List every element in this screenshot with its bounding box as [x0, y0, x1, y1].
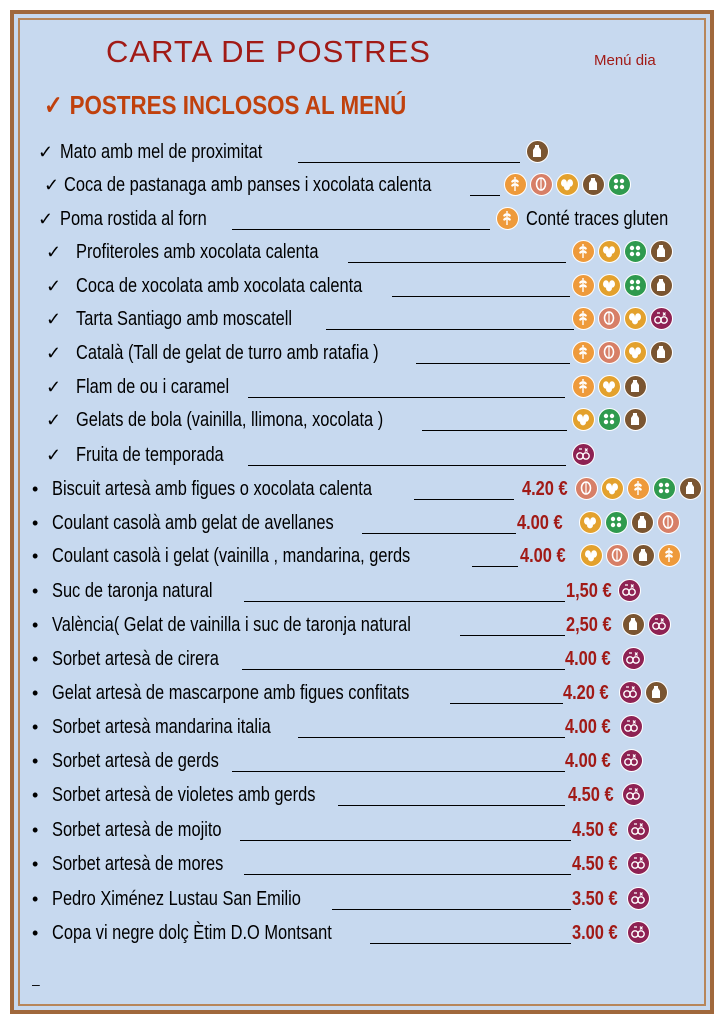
leader-line [414, 499, 514, 500]
list-item [0, 610, 724, 642]
item-price: 4.50 € [572, 819, 618, 841]
item-price: 4.00 € [565, 716, 611, 738]
list-item [0, 304, 724, 336]
milk-icon [632, 544, 655, 567]
soy-icon [605, 511, 628, 534]
leader-line [244, 601, 565, 602]
eggs-icon [580, 544, 603, 567]
milk-icon [624, 408, 647, 431]
list-item [0, 541, 724, 573]
nuts-icon [530, 173, 553, 196]
leader-line [298, 737, 565, 738]
leader-line [332, 909, 571, 910]
eggs-icon [572, 408, 595, 431]
check-icon: ✓ [46, 309, 62, 329]
list-item [0, 712, 724, 744]
list-item [0, 678, 724, 710]
bullet-icon: • [32, 546, 39, 566]
eggs-icon [624, 341, 647, 364]
leader-line [416, 363, 570, 364]
item-price: 1,50 € [566, 580, 612, 602]
sulphites-icon [627, 887, 650, 910]
list-item [0, 508, 724, 540]
eggs-icon [598, 274, 621, 297]
sulphites-icon [620, 715, 643, 738]
leader-line [370, 943, 571, 944]
bullet-icon: • [32, 785, 39, 805]
gluten-icon [572, 341, 595, 364]
item-name: Pedro Ximénez Lustau San Emilio [52, 888, 301, 910]
leader-line [232, 229, 490, 230]
soy-icon [653, 477, 676, 500]
section-heading [44, 90, 406, 121]
item-price: 4.20 € [522, 478, 568, 500]
nuts-icon [598, 307, 621, 330]
leader-line [232, 771, 565, 772]
sulphites-icon [627, 852, 650, 875]
item-price: 4.20 € [563, 682, 609, 704]
page-title: CARTA DE POSTRES [106, 34, 431, 69]
leader-line [248, 397, 565, 398]
list-item [0, 271, 724, 303]
bullet-icon: • [32, 479, 39, 499]
bullet-icon: • [32, 854, 39, 874]
list-item [0, 849, 724, 881]
item-name: Fruita de temporada [76, 444, 224, 466]
list-item [0, 918, 724, 950]
bullet-icon: • [32, 889, 39, 909]
bullet-icon: • [32, 581, 39, 601]
item-name: Català (Tall de gelat de turro amb ratafia ) [76, 342, 379, 364]
sulphites-icon [627, 921, 650, 944]
milk-icon [650, 274, 673, 297]
gluten-icon [504, 173, 527, 196]
sulphites-icon [572, 443, 595, 466]
item-name: Gelat artesà de mascarpone amb figues confitats [52, 682, 410, 704]
item-price: 4.00 € [517, 512, 563, 534]
milk-icon [622, 613, 645, 636]
item-name: Coulant casolà amb gelat de avellanes [52, 512, 334, 534]
gluten-icon [572, 375, 595, 398]
list-item [0, 815, 724, 847]
list-item [0, 338, 724, 370]
leader-line [348, 262, 566, 263]
item-name: Poma rostida al forn [60, 208, 207, 230]
list-item [0, 780, 724, 812]
gluten-icon [658, 544, 681, 567]
soy-icon [608, 173, 631, 196]
leader-line [298, 162, 520, 163]
list-item [0, 440, 724, 472]
item-name: Sorbet artesà de mojito [52, 819, 222, 841]
leader-line [338, 805, 565, 806]
bullet-icon: • [32, 923, 39, 943]
item-price: 4.00 € [565, 648, 611, 670]
nuts-icon [657, 511, 680, 534]
item-name: Coulant casolà i gelat (vainilla , mandarina, gerds [52, 545, 411, 567]
bullet-icon: • [32, 683, 39, 703]
list-item [0, 405, 724, 437]
eggs-icon [598, 375, 621, 398]
check-icon: ✓ [46, 343, 62, 363]
bullet-icon: • [32, 751, 39, 771]
leader-line [422, 430, 567, 431]
check-icon: ✓ [46, 410, 62, 430]
nuts-icon [575, 477, 598, 500]
list-item [0, 204, 724, 236]
milk-icon [650, 240, 673, 263]
soy-icon [624, 240, 647, 263]
check-icon: ✓ [46, 445, 62, 465]
gluten-icon [496, 207, 519, 230]
milk-icon [645, 681, 668, 704]
milk-icon [582, 173, 605, 196]
gluten-icon [572, 240, 595, 263]
milk-icon [650, 341, 673, 364]
check-icon: ✓ [44, 90, 63, 120]
leader-line [472, 566, 518, 567]
item-note: Conté traces gluten [526, 208, 669, 230]
list-item [0, 237, 724, 269]
item-name: València( Gelat de vainilla i suc de taronja natural [52, 614, 411, 636]
check-icon: ✓ [46, 377, 62, 397]
sulphites-icon [620, 749, 643, 772]
eggs-icon [556, 173, 579, 196]
leader-line [326, 329, 574, 330]
item-name: Tarta Santiago amb moscatell [76, 308, 293, 330]
item-name: Gelats de bola (vainilla, llimona, xocolata ) [76, 409, 384, 431]
item-name: Copa vi negre dolç Ètim D.O Montsant [52, 922, 332, 944]
sulphites-icon [648, 613, 671, 636]
sulphites-icon [627, 818, 650, 841]
nuts-icon [606, 544, 629, 567]
item-name: Mato amb mel de proximitat [60, 141, 263, 163]
item-name: Biscuit artesà amb figues o xocolata calenta [52, 478, 372, 500]
item-price: 4.50 € [572, 853, 618, 875]
bullet-icon: • [32, 649, 39, 669]
list-item [0, 644, 724, 676]
check-icon: ✓ [38, 142, 54, 162]
gluten-icon [572, 307, 595, 330]
sulphites-icon [618, 579, 641, 602]
gluten-icon [627, 477, 650, 500]
bullet-icon: • [32, 513, 39, 533]
sulphites-icon [650, 307, 673, 330]
section-title: POSTRES INCLOSOS AL MENÚ [69, 90, 407, 120]
list-item [0, 170, 724, 202]
list-item [0, 576, 724, 608]
milk-icon [631, 511, 654, 534]
gluten-icon [572, 274, 595, 297]
milk-icon [679, 477, 702, 500]
check-icon: ✓ [46, 242, 62, 262]
item-name: Sorbet artesà de cirera [52, 648, 219, 670]
item-name: Suc de taronja natural [52, 580, 213, 602]
leader-line [450, 703, 563, 704]
item-name: Sorbet artesà de mores [52, 853, 224, 875]
item-price: 3.00 € [572, 922, 618, 944]
sulphites-icon [622, 647, 645, 670]
bullet-icon: • [32, 820, 39, 840]
item-name: Sorbet artesà mandarina italia [52, 716, 271, 738]
eggs-icon [579, 511, 602, 534]
leader-line [470, 195, 500, 196]
item-name: Sorbet artesà de violetes amb gerds [52, 784, 316, 806]
list-item [0, 372, 724, 404]
list-item [0, 746, 724, 778]
item-name: Sorbet artesà de gerds [52, 750, 219, 772]
list-item [0, 884, 724, 916]
eggs-icon [598, 240, 621, 263]
check-icon: ✓ [38, 209, 54, 229]
list-item [0, 137, 724, 169]
item-price: 2,50 € [566, 614, 612, 636]
item-name: Coca de xocolata amb xocolata calenta [76, 275, 363, 297]
item-name: Flam de ou i caramel [76, 376, 230, 398]
list-item [0, 474, 724, 506]
check-icon: ✓ [44, 175, 60, 195]
eggs-icon [624, 307, 647, 330]
footer-mark: – [32, 976, 40, 992]
leader-line [244, 874, 571, 875]
item-name: Profiteroles amb xocolata calenta [76, 241, 319, 263]
leader-line [460, 635, 565, 636]
item-price: 3.50 € [572, 888, 618, 910]
eggs-icon [601, 477, 624, 500]
leader-line [242, 669, 565, 670]
menu-dia-label: Menú dia [594, 52, 656, 69]
item-name: Coca de pastanaga amb panses i xocolata calenta [64, 174, 432, 196]
milk-icon [624, 375, 647, 398]
milk-icon [526, 140, 549, 163]
item-price: 4.50 € [568, 784, 614, 806]
nuts-icon [598, 341, 621, 364]
soy-icon [624, 274, 647, 297]
bullet-icon: • [32, 717, 39, 737]
check-icon: ✓ [46, 276, 62, 296]
item-price: 4.00 € [520, 545, 566, 567]
leader-line [362, 533, 516, 534]
soy-icon [598, 408, 621, 431]
leader-line [240, 840, 571, 841]
item-price: 4.00 € [565, 750, 611, 772]
leader-line [392, 296, 570, 297]
leader-line [248, 465, 566, 466]
sulphites-icon [619, 681, 642, 704]
sulphites-icon [622, 783, 645, 806]
bullet-icon: • [32, 615, 39, 635]
